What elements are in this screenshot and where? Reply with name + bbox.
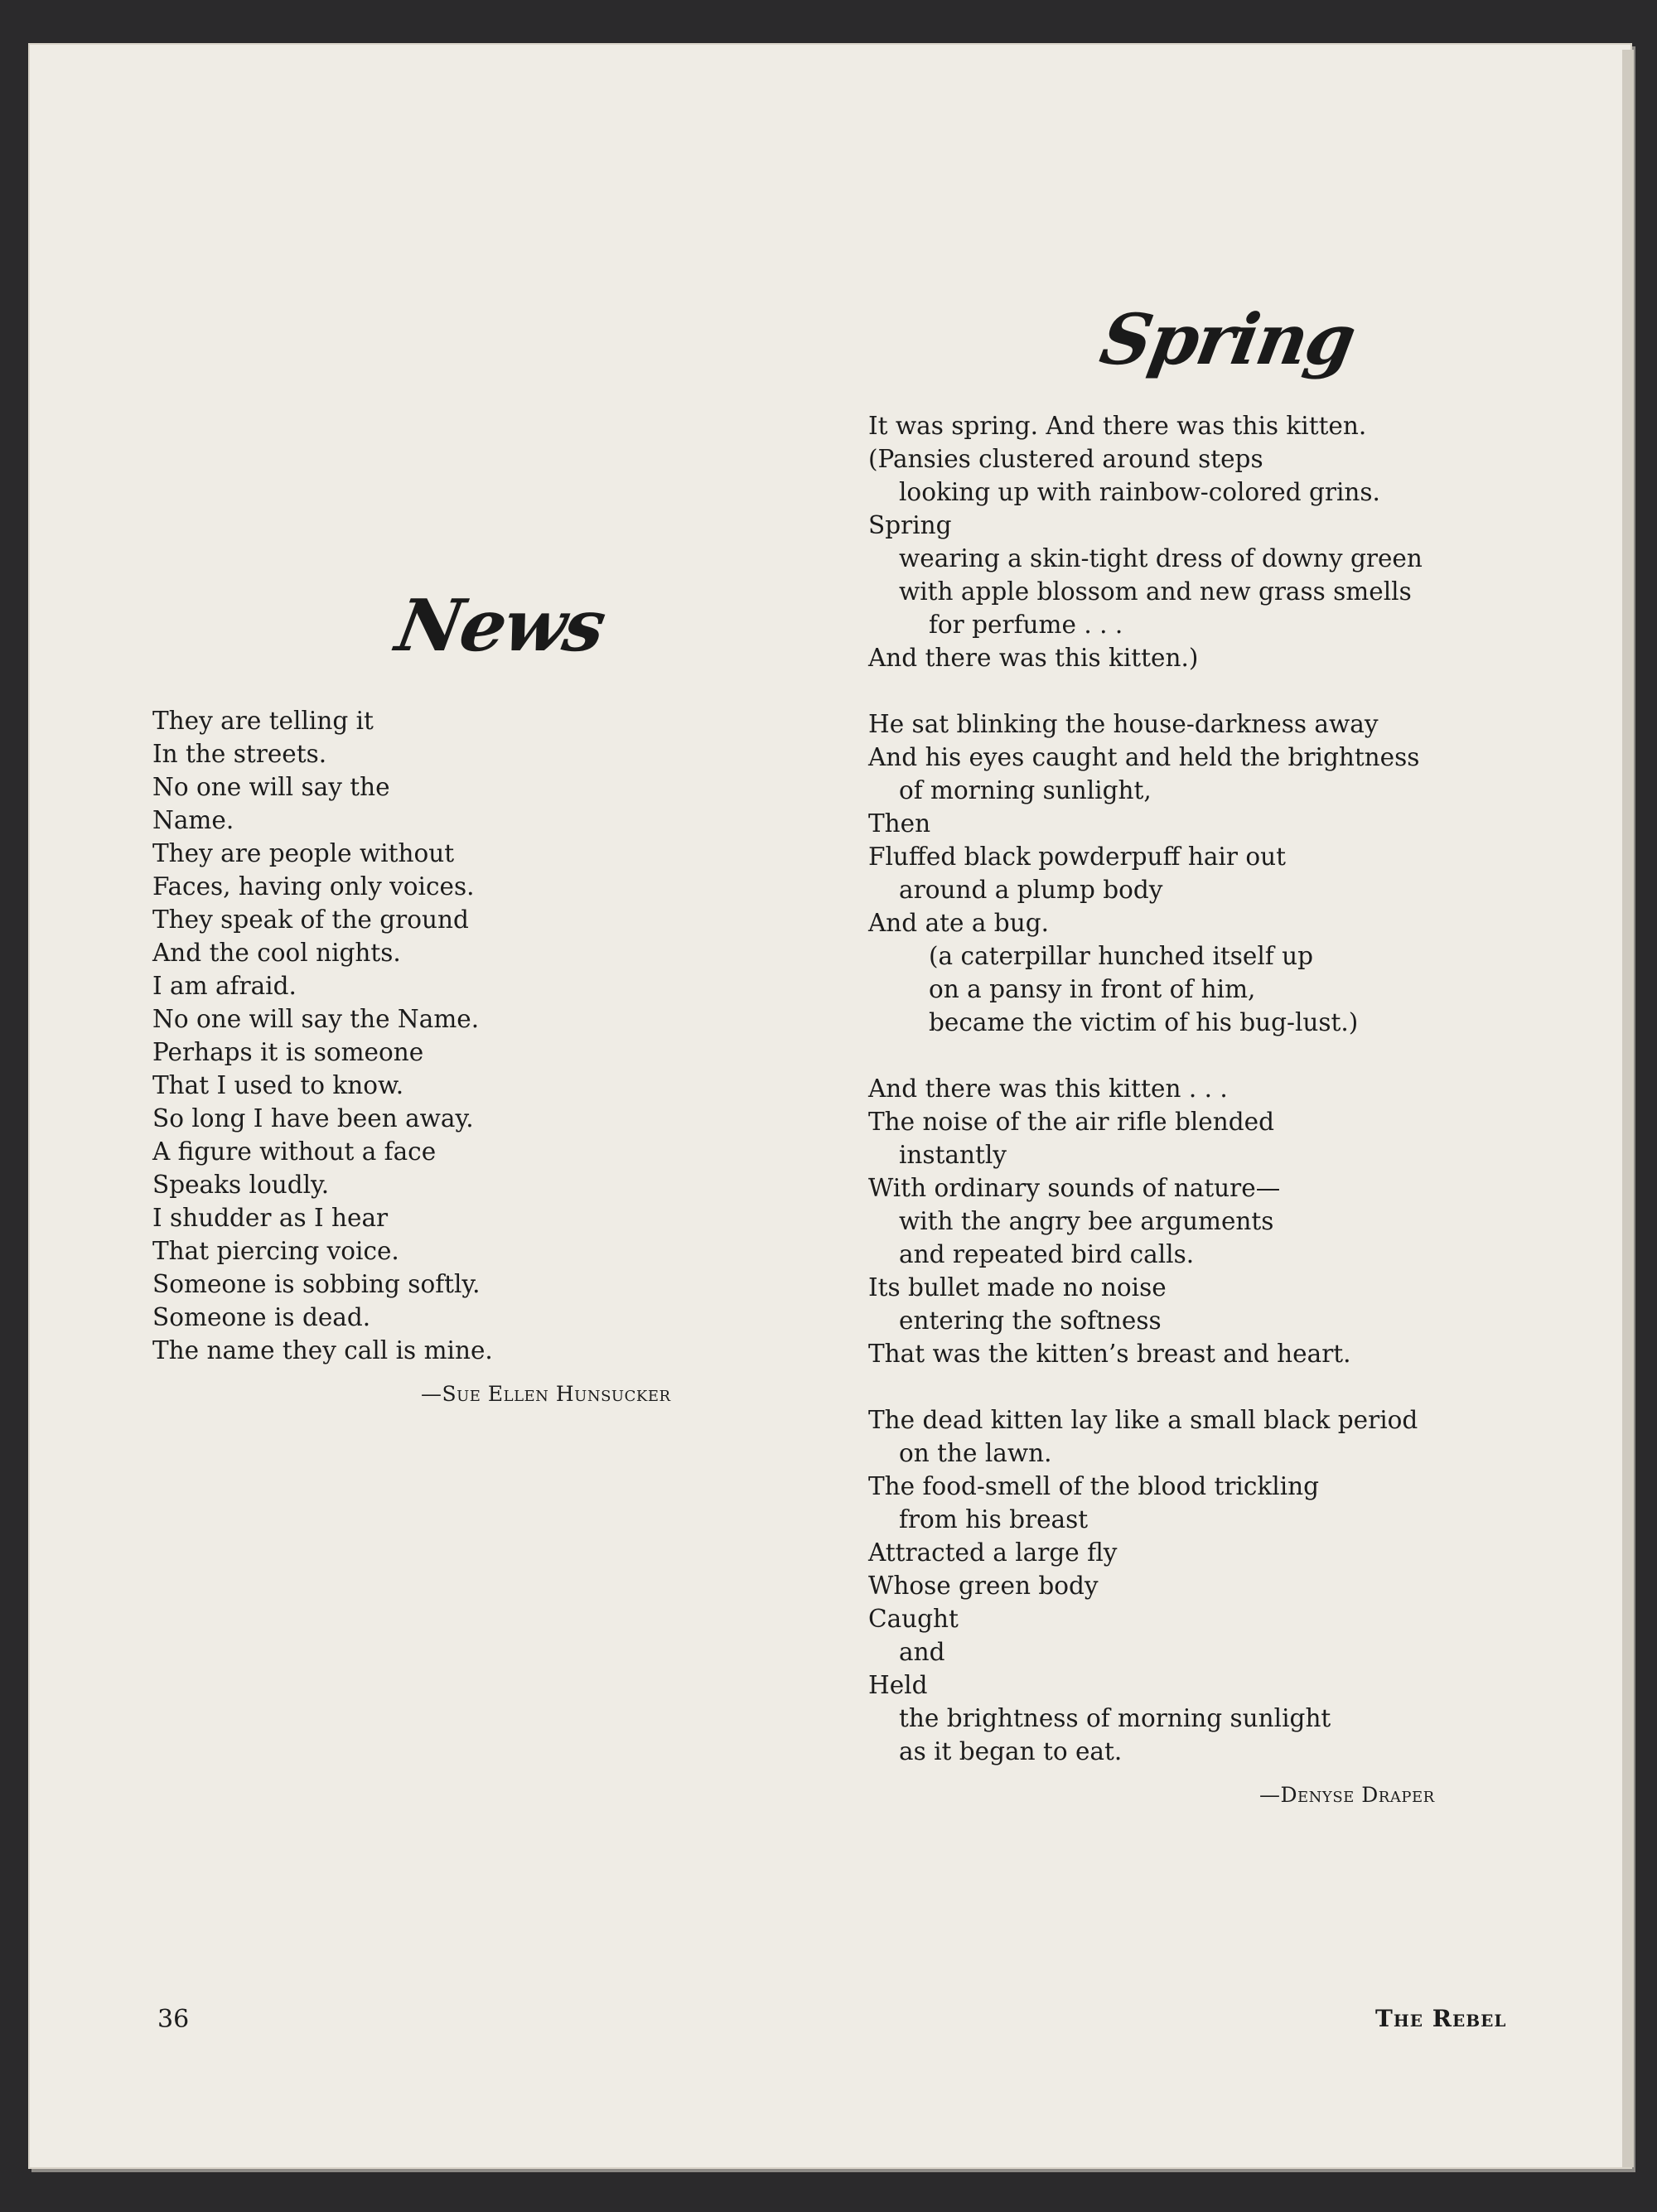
poem-line: Perhaps it is someone	[152, 1038, 424, 1066]
poem-line: Caught	[868, 1605, 959, 1633]
page-edge	[1622, 50, 1634, 2167]
poem-line: (Pansies clustered around steps	[868, 445, 1263, 473]
poem-line: on the lawn.	[899, 1439, 1052, 1467]
page-number: 36	[157, 2005, 190, 2034]
poem-line: Then	[868, 809, 931, 838]
stanza-break	[868, 1370, 1548, 1403]
spring-title: Spring	[1094, 298, 1361, 380]
poem-line: Fluffed black powderpuff hair out	[868, 843, 1286, 871]
poem-line: And the cool nights.	[152, 939, 401, 967]
magazine-name: The Rebel	[1375, 2005, 1507, 2032]
poem-line: and repeated bird calls.	[899, 1240, 1195, 1268]
poem-line: Spring	[868, 511, 952, 539]
poem-line: Held	[868, 1671, 928, 1699]
poem-line: with apple blossom and new grass smells	[899, 577, 1412, 606]
poem-line: for perfume . . .	[929, 611, 1123, 639]
spring-poem	[868, 409, 1548, 1768]
poem-line: Faces, having only voices.	[152, 872, 475, 901]
poem-line: I am afraid.	[152, 972, 297, 1000]
poem-line: on a pansy in front of him,	[929, 975, 1256, 1003]
stanza-break	[868, 674, 1548, 708]
poem-line: And there was this kitten.)	[868, 644, 1199, 672]
poem-line: And his eyes caught and held the brightness	[868, 743, 1420, 771]
poem-line: Speaks loudly.	[152, 1171, 330, 1199]
poem-line: Name.	[152, 806, 234, 834]
poem-line: The noise of the air rifle blended	[868, 1108, 1274, 1136]
spring-author-byline: —Denyse Draper	[1259, 1783, 1435, 1807]
poem-line: The dead kitten lay like a small black period	[868, 1406, 1418, 1434]
poem-line: from his breast	[899, 1505, 1089, 1533]
poem-line: No one will say the	[152, 773, 390, 801]
poem-line: A figure without a face	[152, 1137, 437, 1166]
poem-line: In the streets.	[152, 740, 327, 768]
poem-line: Attracted a large fly	[868, 1538, 1118, 1567]
news-poem	[152, 704, 799, 1367]
poem-line: around a plump body	[899, 876, 1163, 904]
poem-line: That I used to know.	[152, 1071, 404, 1099]
poem-line: the brightness of morning sunlight	[899, 1704, 1331, 1732]
poem-line: entering the softness	[899, 1306, 1162, 1335]
poem-line: instantly	[899, 1141, 1007, 1169]
poem-line: became the victim of his bug-lust.)	[929, 1008, 1359, 1036]
poem-line: And ate a bug.	[868, 909, 1049, 937]
poem-line: of morning sunlight,	[899, 776, 1152, 804]
poem-line: Whose green body	[868, 1572, 1099, 1600]
poem-line: That was the kitten’s breast and heart.	[868, 1340, 1351, 1368]
poem-line: (a caterpillar hunched itself up	[929, 942, 1313, 970]
poem-line: The name they call is mine.	[152, 1336, 493, 1364]
poem-line: No one will say the Name.	[152, 1005, 480, 1033]
poem-line: And there was this kitten . . .	[868, 1075, 1228, 1103]
poem-line: Someone is dead.	[152, 1303, 371, 1331]
poem-line: So long I have been away.	[152, 1104, 474, 1133]
poem-line: wearing a skin-tight dress of downy green	[899, 544, 1423, 572]
news-title: News	[390, 584, 611, 668]
poem-line: I shudder as I hear	[152, 1204, 389, 1232]
poem-line: He sat blinking the house-darkness away	[868, 710, 1379, 738]
poem-line: looking up with rainbow-colored grins.	[899, 478, 1380, 506]
poem-line: Its bullet made no noise	[868, 1273, 1167, 1302]
poem-line: Someone is sobbing softly.	[152, 1270, 481, 1298]
poem-line: with the angry bee arguments	[899, 1207, 1274, 1235]
poem-line: They are people without	[152, 839, 455, 867]
poem-line: They are telling it	[152, 707, 374, 735]
poem-line: They speak of the ground	[152, 906, 469, 934]
news-author-byline: —Sue Ellen Hunsucker	[421, 1382, 671, 1406]
poem-line: It was spring. And there was this kitten.	[868, 412, 1367, 440]
poem-line: and	[899, 1638, 945, 1666]
poem-line: The food-smell of the blood trickling	[868, 1472, 1320, 1500]
poem-line: as it began to eat.	[899, 1737, 1123, 1765]
poem-line: With ordinary sounds of nature—	[868, 1174, 1281, 1202]
stanza-break	[868, 1039, 1548, 1072]
poem-line: That piercing voice.	[152, 1237, 399, 1265]
